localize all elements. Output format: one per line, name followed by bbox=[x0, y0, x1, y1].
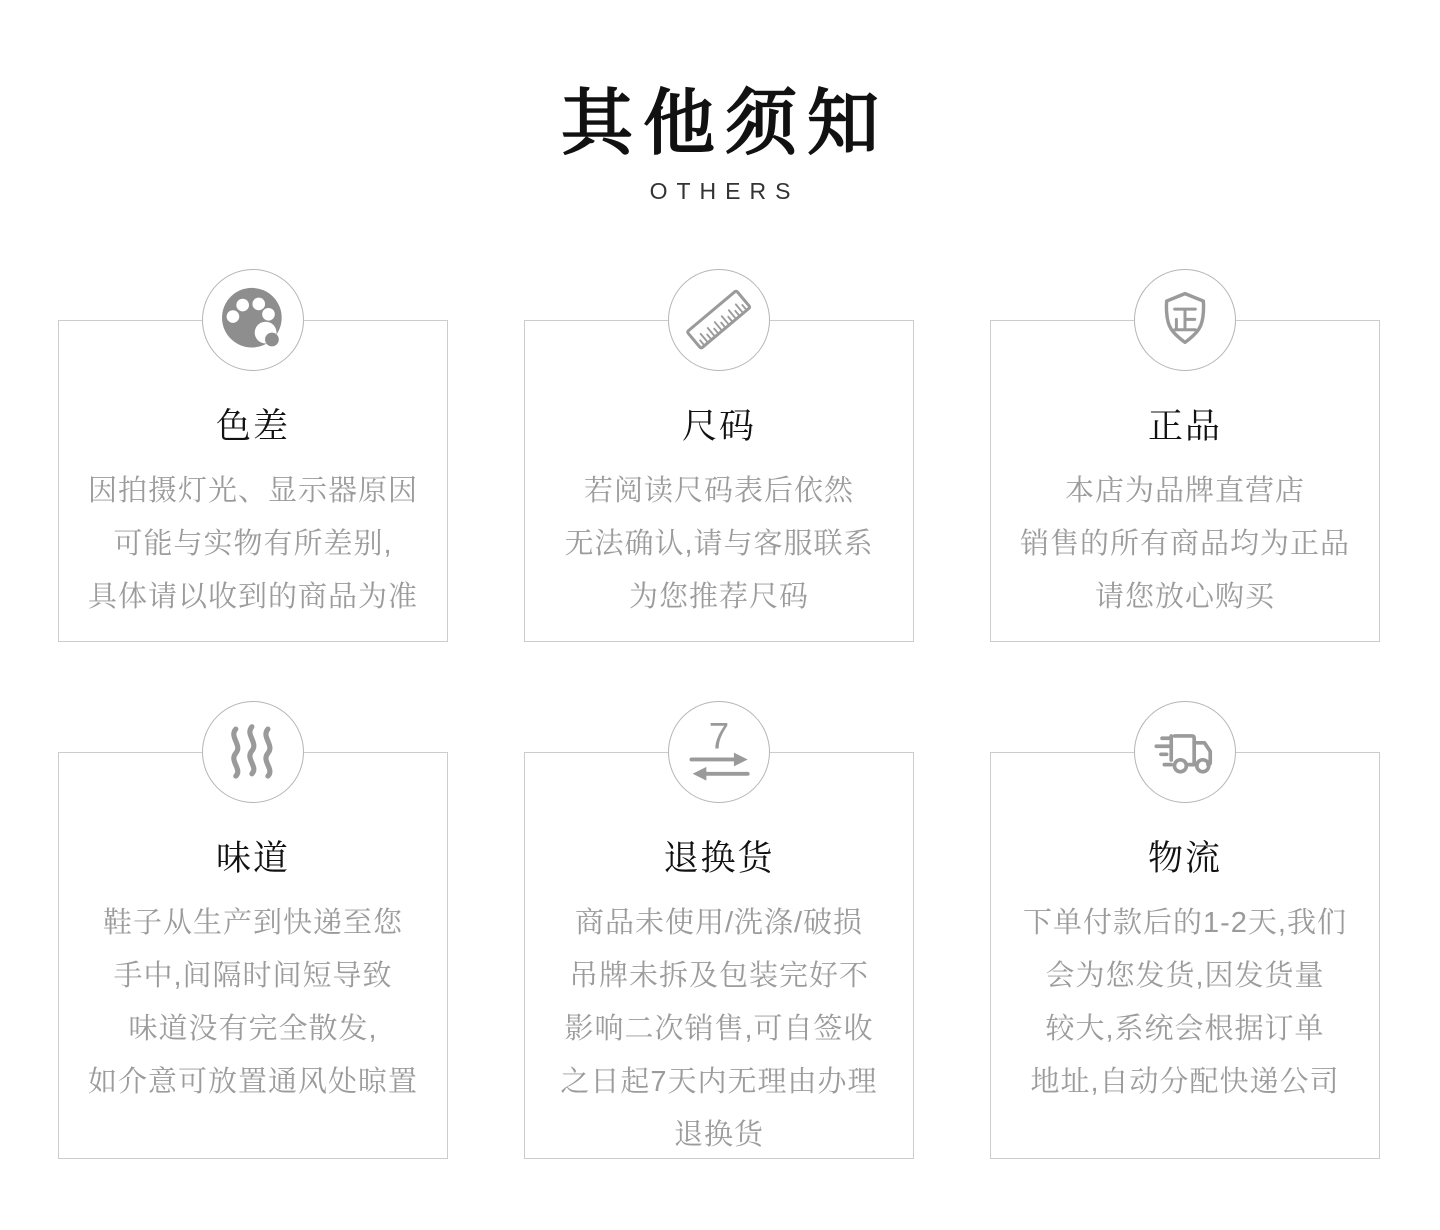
card-body bbox=[59, 897, 447, 1109]
ruler-icon bbox=[680, 281, 758, 359]
card-text-line: 地址,自动分配快递公司 bbox=[1030, 1066, 1340, 1098]
icon-circle bbox=[668, 701, 770, 803]
icon-circle bbox=[202, 269, 304, 371]
card-color-difference bbox=[58, 320, 448, 642]
card-title: 色差 bbox=[215, 407, 290, 446]
card-authenticity bbox=[990, 320, 1380, 642]
icon-circle bbox=[1134, 269, 1236, 371]
card-body bbox=[991, 465, 1379, 624]
card-title: 物流 bbox=[1147, 839, 1222, 878]
steam-icon bbox=[214, 713, 292, 791]
card-title: 退换货 bbox=[663, 839, 775, 878]
page-title: 其他须知 bbox=[560, 84, 889, 164]
card-size-guide bbox=[524, 320, 914, 642]
card-text-line: 退换货 bbox=[673, 1119, 764, 1151]
return-7days-icon bbox=[680, 713, 758, 791]
card-text-line: 若阅读尺码表后依然 bbox=[583, 475, 854, 507]
card-text-line: 无法确认,请与客服联系 bbox=[564, 528, 874, 560]
card-text-line: 影响二次销售,可自签收 bbox=[564, 1013, 874, 1045]
card-text-line: 商品未使用/洗涤/破损 bbox=[574, 907, 864, 939]
header bbox=[0, 0, 1440, 205]
icon-circle bbox=[202, 701, 304, 803]
card-text-line: 请您放心购买 bbox=[1094, 581, 1275, 613]
card-text-line: 手中,间隔时间短导致 bbox=[113, 960, 393, 992]
page-subtitle: OTHERS bbox=[649, 178, 800, 204]
card-body bbox=[525, 897, 913, 1162]
card-body bbox=[525, 465, 913, 624]
card-text-line: 下单付款后的1-2天,我们 bbox=[1023, 907, 1347, 939]
card-odor bbox=[58, 752, 448, 1159]
card-body bbox=[991, 897, 1379, 1109]
card-title: 尺码 bbox=[681, 407, 756, 446]
card-title: 正品 bbox=[1147, 407, 1222, 446]
card-title: 味道 bbox=[215, 839, 290, 878]
shield-authentic-icon bbox=[1146, 281, 1224, 359]
card-text-line: 会为您发货,因发货量 bbox=[1045, 960, 1325, 992]
card-text-line: 之日起7天内无理由办理 bbox=[560, 1066, 878, 1098]
card-text-line: 味道没有完全散发, bbox=[128, 1013, 378, 1045]
card-text-line: 具体请以收到的商品为准 bbox=[87, 581, 418, 613]
icon-circle bbox=[1134, 701, 1236, 803]
icon-circle bbox=[668, 269, 770, 371]
card-logistics bbox=[990, 752, 1380, 1159]
card-text-line: 鞋子从生产到快递至您 bbox=[102, 907, 403, 939]
card-text-line: 较大,系统会根据订单 bbox=[1045, 1013, 1325, 1045]
card-returns bbox=[524, 715, 914, 1159]
palette-icon bbox=[214, 281, 292, 359]
card-text-line: 本店为品牌直营店 bbox=[1064, 475, 1305, 507]
card-text-line: 为您推荐尺码 bbox=[628, 581, 809, 613]
card-text-line: 销售的所有商品均为正品 bbox=[1019, 528, 1350, 560]
card-text-line: 因拍摄灯光、显示器原因 bbox=[87, 475, 418, 507]
card-body bbox=[59, 465, 447, 624]
card-text-line: 可能与实物有所差别, bbox=[113, 528, 393, 560]
truck-icon bbox=[1146, 713, 1224, 791]
return-days-label: 7 bbox=[708, 715, 730, 757]
card-text-line: 如介意可放置通风处晾置 bbox=[87, 1066, 418, 1098]
card-text-line: 吊牌未拆及包装完好不 bbox=[568, 960, 869, 992]
cards-grid bbox=[58, 320, 1380, 1159]
